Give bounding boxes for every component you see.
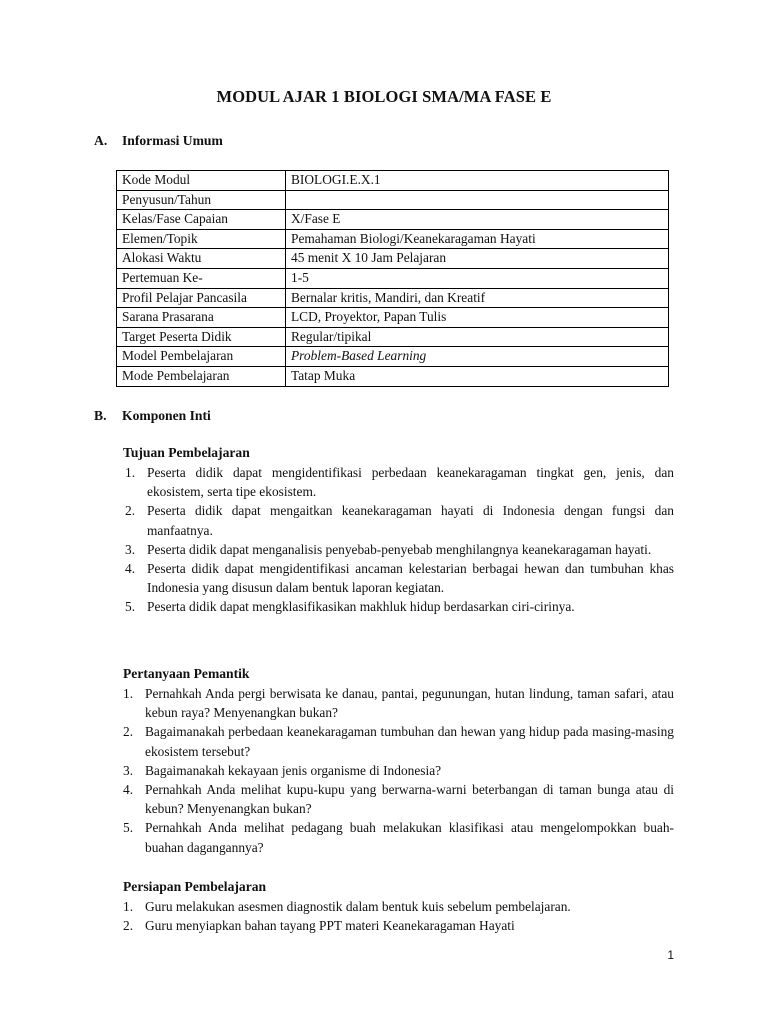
list-text: Bagaimanakah perbedaan keanekaragaman tumbuhan dan hewan yang hidup pada masing-masing ekosistem tersebut? (145, 724, 674, 759)
table-key: Kode Modul (117, 171, 286, 191)
table-value: Problem-Based Learning (286, 347, 669, 367)
list-number: 4. (123, 782, 134, 798)
tujuan-list (123, 463, 674, 617)
list-item (121, 818, 674, 856)
list-text: Peserta didik dapat mengaitkan keanekaragaman hayati di Indonesia dengan fungsi dan manfaatnya. (147, 503, 674, 538)
table-row (117, 190, 669, 210)
list-item (121, 684, 674, 722)
pemantik-list (121, 684, 674, 857)
list-item (123, 559, 674, 597)
list-item (123, 463, 674, 501)
page-number: 1 (667, 948, 674, 962)
section-b-title: Komponen Inti (122, 408, 211, 423)
table-key: Penyusun/Tahun (117, 190, 286, 210)
list-item (121, 780, 674, 818)
list-number: 1. (123, 686, 134, 701)
table-row (117, 249, 669, 269)
table-row (117, 268, 669, 288)
list-number: 1. (123, 899, 134, 914)
tujuan-heading: Tujuan Pembelajaran (123, 445, 250, 460)
table-value: BIOLOGI.E.X.1 (286, 171, 669, 191)
table-value: Regular/tipikal (286, 327, 669, 347)
table-value: 1-5 (286, 268, 669, 288)
list-text: Peserta didik dapat mengidentifikasi ancaman kelestarian berbagai hewan dan tumbuhan khas Indonesia yang disusun dalam bentuk laporan kegiatan. (147, 561, 674, 596)
list-item (121, 761, 674, 780)
list-number: 2. (123, 724, 134, 740)
section-b-letter: B. (94, 408, 107, 423)
table-key: Alokasi Waktu (117, 249, 286, 269)
list-text: Guru menyiapkan bahan tayang PPT materi Keanekaragaman Hayati (145, 918, 515, 934)
list-number: 2. (123, 918, 134, 934)
table-key: Target Peserta Didik (117, 327, 286, 347)
table-key: Model Pembelajaran (117, 347, 286, 367)
pemantik-heading: Pertanyaan Pemantik (123, 666, 250, 681)
section-a-title: Informasi Umum (122, 133, 223, 148)
persiapan-list (121, 897, 674, 935)
section-a-letter: A. (94, 133, 108, 148)
table-key: Kelas/Fase Capaian (117, 210, 286, 230)
list-text: Pernahkah Anda melihat pedagang buah melakukan klasifikasi atau mengelompokkan buah-buahan dagangannya? (145, 820, 674, 855)
list-item (123, 597, 674, 616)
table-row (117, 327, 669, 347)
persiapan-heading: Persiapan Pembelajaran (123, 879, 267, 894)
section-b-heading (94, 408, 211, 424)
table-row (117, 366, 669, 386)
list-text: Peserta didik dapat menganalisis penyebab-penyebab menghilangnya keanekaragaman hayati. (147, 541, 652, 557)
list-item (123, 501, 674, 539)
list-item (121, 722, 674, 760)
list-text: Guru melakukan asesmen diagnostik dalam bentuk kuis sebelum pembelajaran. (145, 899, 571, 914)
list-text: Bagaimanakah kekayaan jenis organisme di Indonesia? (145, 762, 442, 778)
table-value: Tatap Muka (286, 366, 669, 386)
table-row (117, 347, 669, 367)
table-row (117, 288, 669, 308)
list-number: 4. (125, 561, 136, 577)
list-item (121, 916, 674, 935)
table-value: Pemahaman Biologi/Keanekaragaman Hayati (286, 229, 669, 249)
list-text: Pernahkah Anda melihat kupu-kupu yang berwarna-warni beterbangan di taman bunga atau di kebun? Menyenangkan bukan? (145, 782, 674, 817)
table-key: Profil Pelajar Pancasila (117, 288, 286, 308)
table-value: 45 menit X 10 Jam Pelajaran (286, 249, 669, 269)
list-number: 3. (123, 762, 134, 778)
list-number: 1. (125, 465, 136, 480)
table-value: X/Fase E (286, 210, 669, 230)
list-number: 5. (125, 599, 136, 615)
table-value: LCD, Proyektor, Papan Tulis (286, 308, 669, 328)
list-text: Pernahkah Anda pergi berwisata ke danau, pantai, pegunungan, hutan lindung, taman safari, atau kebun raya? Menyenangkan bukan? (145, 686, 674, 721)
table-row (117, 308, 669, 328)
list-number: 5. (123, 820, 134, 836)
table-row (117, 229, 669, 249)
table-value (286, 190, 669, 210)
table-row (117, 210, 669, 230)
list-text: Peserta didik dapat mengidentifikasi perbedaan keanekaragaman tingkat gen, jenis, dan ekosistem, serta tipe ekosistem. (147, 465, 674, 500)
list-item (123, 540, 674, 559)
section-a-heading (94, 133, 223, 149)
document-title: MODUL AJAR 1 BIOLOGI SMA/MA FASE E (216, 87, 552, 106)
table-row (117, 171, 669, 191)
table-key: Pertemuan Ke- (117, 268, 286, 288)
info-table (116, 170, 669, 387)
table-key: Elemen/Topik (117, 229, 286, 249)
list-number: 3. (125, 541, 136, 557)
list-item (121, 897, 674, 916)
table-value: Bernalar kritis, Mandiri, dan Kreatif (286, 288, 669, 308)
list-number: 2. (125, 503, 136, 519)
table-key: Sarana Prasarana (117, 308, 286, 328)
table-key: Mode Pembelajaran (117, 366, 286, 386)
list-text: Peserta didik dapat mengklasifikasikan makhluk hidup berdasarkan ciri-cirinya. (147, 599, 575, 615)
